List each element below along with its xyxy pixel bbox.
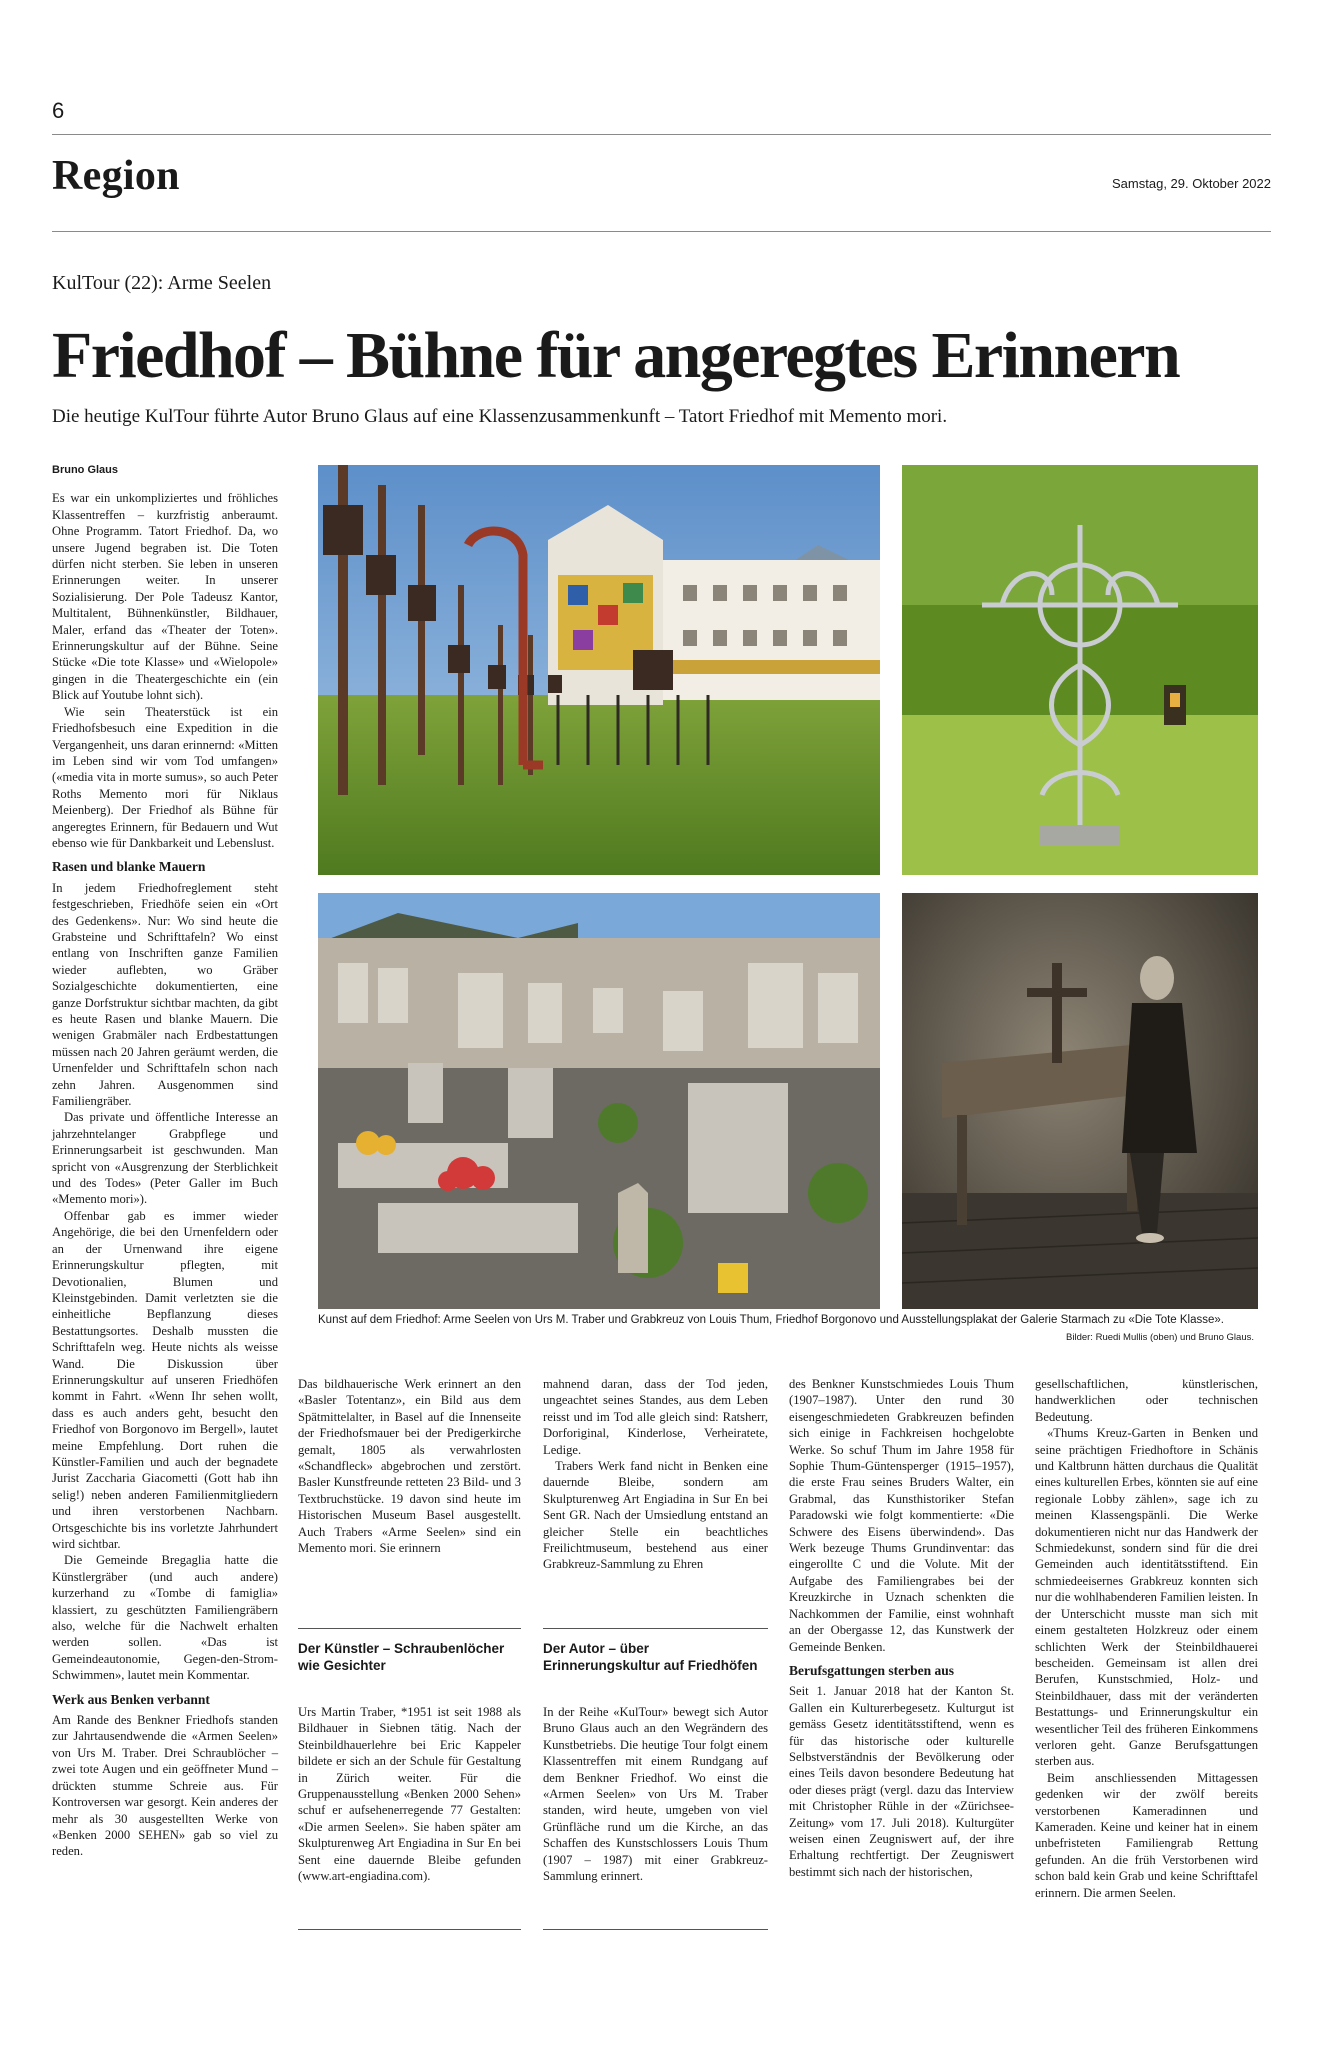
paragraph: Seit 1. Januar 2018 hat der Kanton St. Gallen ein Kulturerbegesetz. Kulturgut ist gemäss Gesetz identitätsstiftend, wenn es für das historische oder kulturelle Selbstverständnis der Bevölkerung oder eines Teils davon besondere Bedeutung hat oder dieses prägt (vergl. dazu das Interview mit Christopher Rühle in der «Zürichsee-Zeitung» vom 17. Juli 2018). Kulturgüter weisen einen Zeugniswert auf, der ihre Erhaltung rechtfertigt. Der Zeugniswert bestimmt sich nach der historischen, [789, 1684, 1014, 1879]
photo-caption: Kunst auf dem Friedhof: Arme Seelen von Urs M. Traber und Grabkreuz von Louis Thum, Friedhof Borgonovo und Ausstellungsplakat der Galerie Starmach zu «Die Tote Klasse». [318, 1314, 1224, 1326]
paragraph: Trabers Werk fand nicht in Benken eine dauernde Bleibe, sondern am Skulpturenweg Art Engiadina in Sur En bei Sent GR. Nach der Umsiedlung entstand an gleicher Stelle ein beachtliches Freilichtmuseum, bestehend aus einer Grabkreuz-Sammlung zu Ehren [543, 1459, 768, 1572]
photo-grabkreuz [902, 465, 1258, 875]
paragraph: Es war ein unkompliziertes und fröhliches Klassentreffen – kurzfristig anberaumt. Ohne Programm. Tatort Friedhof. Da, wo unsere Jugend begraben ist. Die Toten dürfen nicht sterben. Sie leben in unseren Erinnerungen weiter. In unserer Sozialisierung. Der Pole Tadeusz Kantor, Multitalent, Bühnenkünstler, Bildhauer, Maler, erfand das «Theater der Toten». Erinnerungskultur auf der Bühne. Seine Stücke «Die tote Klasse» und «Wielopole» gingen in die Theatergeschichte ein (ein Blick auf Youtube lohnt sich). [52, 491, 278, 703]
infobox-autor [543, 1628, 768, 1884]
header-rule [52, 231, 1271, 232]
paragraph: Am Rande des Benkner Friedhofs standen zur Jahrtausendwende die «Armen Seelen» von Urs M. Traber. Drei Schraublöcher – zwei tote Augen und ein geöffneter Mund – drückten stumme Schreie aus. Für Kontroversen war gesorgt. Kein anderes der mehr als 30 ausgestellten Werke von «Benken 2000 SEHEN» gab so viel zu reden. [52, 1713, 278, 1859]
infobox-title: Der Künstler – Schraubenlöcher wie Gesichter [298, 1641, 505, 1673]
subheading: Rasen und blanke Mauern [52, 859, 206, 875]
headline: Friedhof – Bühne für angeregtes Erinnern [52, 319, 1180, 392]
infobox-end-rule [298, 1929, 521, 1930]
byline: Bruno Glaus [52, 464, 119, 476]
page-number: 6 [52, 98, 65, 123]
infobox-title: Der Autor – über Erinnerungskultur auf Friedhöfen [543, 1641, 758, 1673]
paragraph: In jedem Friedhofreglement steht festgeschrieben, Friedhöfe seien ein «Ort des Gedenkens». Nur: Wo sind heute die Grabsteine und Schrifttafeln? Wo einst entlang von Inschriften ganze Familien wieder auflebten, wo Gräber Sozialgeschichte dokumentierten, eine ganze Dorfstruktur sichtbar machten, da gibt es heute Rasen und blanke Mauern. Die wenigen Grabmäler nach Erdbestattungen müssen nach 20 Jahren geräumt werden, die Urnenfelder und Schrifttafeln schon nach zehn Jahren. Ausgenommen sind Familiengräber. [52, 880, 278, 1109]
photo-friedhof-borgonovo [318, 893, 880, 1309]
article-column-1 [52, 462, 278, 1860]
subheading: Werk aus Benken verbannt [52, 1691, 210, 1707]
paragraph: «Thums Kreuz-Garten in Benken und seine prächtigen Friedhoftore in Schänis und Kaltbrunn hätten durchaus die Qualität eines kulturellen Erbes, könnten sie auf eine regionale Lobby zählen», sage ich zu meinen Klassengspänli. Die Werke dokumentieren nicht nur das Handwerk der Schmiedekunst, sondern sind für die drei Gemeinden auch identitätsstiftend. Ein schmiedeeisernes Grabkreuz konnten sich nur die wohlhabenderen Familien leisten. In der Unterschicht musste man sich mit einem gestalteten Holzkreuz oder einem schlichten Werk der Steinbildhauerei bescheiden. Gemeinsam ist allen drei Berufen, Kunstschmied, Holz- und Steinbildhauer, dass mit der veränderten Bestattungs- und Erinnerungskultur ein wesentlicher Teil des früheren Einkommens verloren geht. Ganze Berufsgattungen sterben aus. [1035, 1426, 1258, 1769]
subheading: Berufsgattungen sterben aus [789, 1662, 955, 1678]
photo-tote-klasse-plakat [902, 893, 1258, 1309]
article-column-2 [298, 1376, 521, 1556]
paragraph: Das private und öffentliche Interesse an jahrzehntelanger Grabpflege und Erinnerungsarbeit ist geschwunden. Man spricht von «Ausgrenzung der Sterblichkeit und des Todes» (Peter Galler im Buch «Memento mori»). [52, 1110, 278, 1207]
infobox-end-rule [543, 1929, 768, 1930]
paragraph: gesellschaftlichen, künstlerischen, handwerklichen oder technischen Bedeutung. [1035, 1377, 1258, 1424]
paragraph: Wie sein Theaterstück ist ein Friedhofsbesuch eine Expedition in die Vergangenheit, uns daran erinnernd: «Mitten im Leben sind wir vom Tod umfangen» («media vita in morte sumus», so auch Peter Roths Memento mori für Niklaus Meienberg). Der Friedhof als Bühne für angeregtes Erinnern, für Bedauern und Wut ebenso wie für Dankbarkeit und Lebenslust. [52, 704, 278, 850]
paragraph: Das bildhauerische Werk erinnert an den «Basler Totentanz», ein Bild aus dem Spätmittelalter, in Basel auf die Innenseite der Friedhofsmauer bei der Predigerkirche gemalt, 1805 als verwahrlosten «Schandfleck» abgebrochen und zerstört. Basler Kunstfreunde retteten 23 Bild- und 3 Textbruchstücke. 19 davon sind heute im Historischen Museum Basel ausgestellt. Auch Trabers «Arme Seelen» sind ein Memento mori. Sie erinnern [298, 1377, 521, 1556]
paragraph: Die Gemeinde Bregaglia hatte die Künstlergräber (und auch andere) kurzerhand zu «Tombe di famiglia» klassiert, zu geschützten Familiengräbern also, welche für die Nachwelt erhalten werden sollen. «Das ist Gemeindeautonomie, Gegen-den-Strom-Schwimmen», lautet mein Kommentar. [52, 1553, 278, 1683]
top-rule [52, 134, 1271, 135]
paragraph: Offenbar gab es immer wieder Angehörige, die bei den Urnenfeldern oder an der Urnenwand ihre eigene Erinnerungskultur pflegten, mit Devotionalien, Blumen und Kleinstgebinden. Damit verletzten sie die einheitliche Bepflanzung dieses Bestattungsortes. Deshalb mussten die Schrifttafeln weg. Heute nichts als weisse Wand. Die Diskussion über Erinnerungskultur auf unseren Friedhöfen kommt in Fahrt. «Wenn Ihr sehen wollt, dass es auch anders geht, besucht den Friedhof von Borgonovo im Bergell», lautet meine Empfehlung. Dort ruhen die Künstler-Familien und auch der begnadete Jurist Zaccharia Giacometti (Gott hab ihn selig!) neben anderen Familienmitgliedern und ihren verstorbenen Nachbarn. Ortsgeschichte bis ins vorletzte Jahrhundert wird sichtbar. [52, 1208, 278, 1551]
article-column-5 [1035, 1376, 1258, 1901]
infobox-kuenstler [298, 1628, 521, 1884]
section-title: Region [52, 153, 180, 199]
lead: Die heutige KulTour führte Autor Bruno Glaus auf eine Klassenzusammenkunft – Tatort Friedhof mit Memento mori. [52, 406, 948, 427]
photo-arme-seelen [318, 465, 880, 875]
kicker: KulTour (22): Arme Seelen [52, 272, 272, 294]
infobox-body: In der Reihe «KulTour» bewegt sich Autor Bruno Glaus auch an den Wegrändern des Kunstbetriebs. Die heutige Tour folgt einem Klassentreffen mit einem Rundgang auf dem Benkner Friedhof. Wo einst die «Armen Seelen» von Urs M. Traber standen, wird heute, umgeben von viel Grünfläche rund um die Kirche, an das Schaffen des Kunstschlossers Louis Thum (1907 – 1987) mit einer Grabkreuz-Sammlung erinnert. [543, 1705, 768, 1884]
photo-credit: Bilder: Ruedi Mullis (oben) und Bruno Glaus. [1066, 1332, 1254, 1343]
article-column-3 [543, 1376, 768, 1573]
issue-date: Samstag, 29. Oktober 2022 [1112, 176, 1271, 191]
paragraph: mahnend daran, dass der Tod jeden, ungeachtet seines Standes, aus dem Leben reisst und im Tod alle gleich sind: Ratsherr, Dorforiginal, Kinderlose, Verheiratete, Ledige. [543, 1377, 768, 1457]
paragraph: Beim anschliessenden Mittagessen gedenken wir der zwölf bereits verstorbenen Kameradinnen und Kameraden. Keine und keiner hat in einem unbefristeten Familiengrab Rettung gefunden. An die früh Verstorbenen wird schon bald kein Grab und keine Schrifttafel erinnern. Die armen Seelen. [1035, 1770, 1258, 1900]
paragraph: des Benkner Kunstschmiedes Louis Thum (1907–1987). Unter den rund 30 eisengeschmiedeten Grabkreuzen befinden sich einige in Fachkreisen hochgelobte Werke. So schuf Thum im Jahre 1958 für Sophie Thum-Güntensperger (1915–1957), die erste Frau seines Bruders Walter, ein Grabmal, das Kunsthistoriker Stefan Paradowski wie folgt kommentierte: «Die Schwere des Eisens überwindend». Das Werk bezeuge Thums Grundinventar: das eingerollte C und die Volute. Mit der Aufgabe des Familiengrabes bei der Kreuzkirche in Uznach schenkten die Nachkommen der Familie, einst wohnhaft an der Obergasse 12, das Kunstwerk der Gemeinde Benken. [789, 1377, 1014, 1654]
article-column-4 [789, 1376, 1014, 1880]
infobox-body: Urs Martin Traber, *1951 ist seit 1988 als Bildhauer in Siebnen tätig. Nach der Steinbildhauerlehre bei Eric Kappeler bildete er sich an der Schule für Gestaltung in Zürich weiter. Für die Gruppenausstellung «Benken 2000 Sehen» schuf er aufsehenerregende 77 Gestalten: «Die armen Seelen». Sie haben später am Skulpturenweg Art Engiadina in Sur En bei Sent eine dauernde Bleibe gefunden (www.art-engiadina.com). [298, 1705, 521, 1884]
